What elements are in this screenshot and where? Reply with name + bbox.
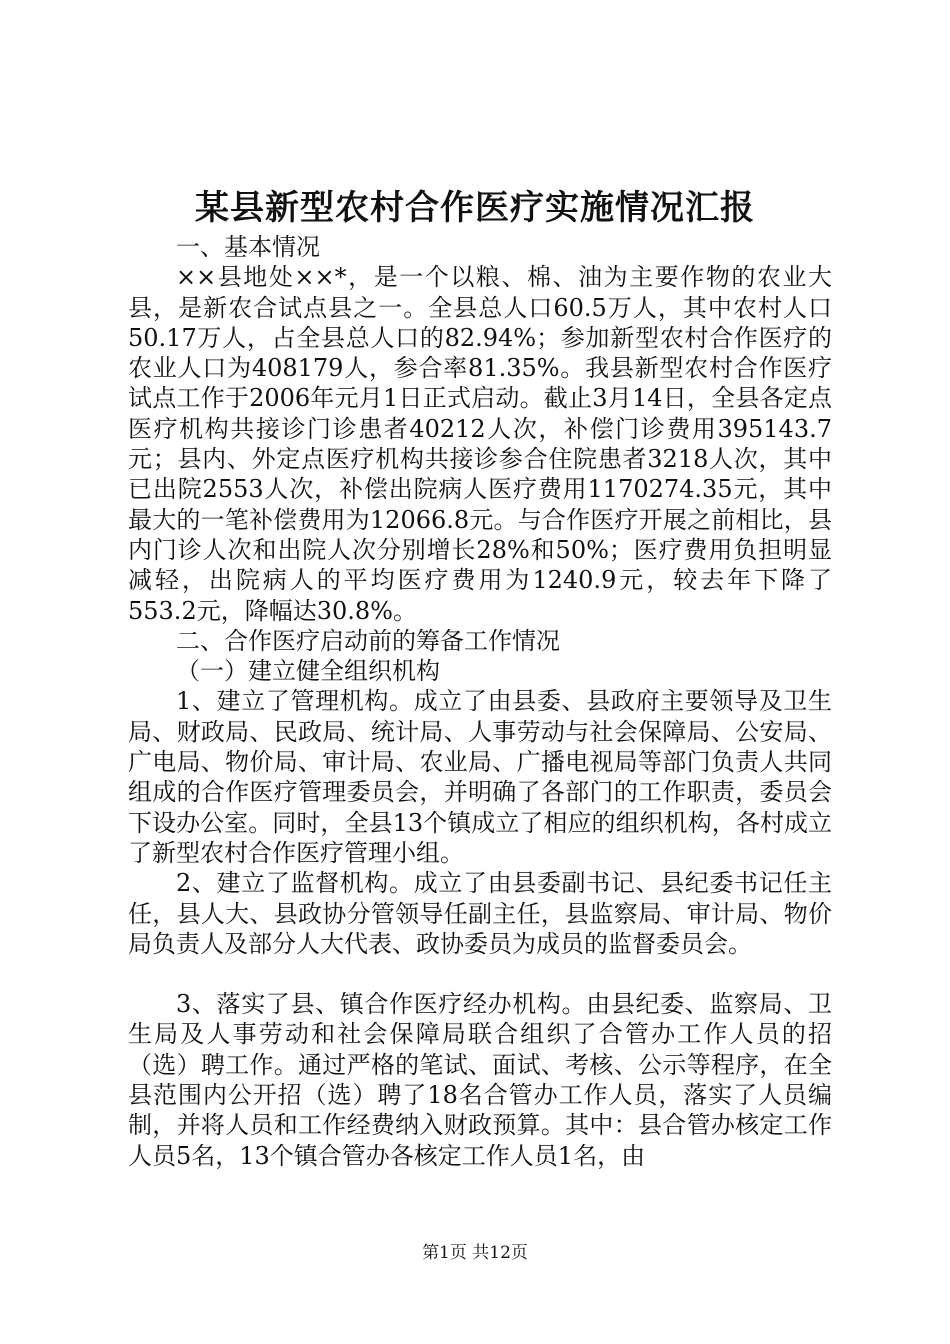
page-footer: 第1页 共12页	[422, 1243, 528, 1263]
section-heading-basic: 一、基本情况	[176, 233, 320, 261]
document-title: 某县新型农村合作医疗实施情况汇报	[195, 188, 755, 228]
body-paragraph: 1、建立了管理机构。成立了由县委、县政府主要领导及卫生局、财政局、民政局、统计局、人事劳动与社会保障局、公安局、广电局、物价局、审计局、农业局、广播电视局等部门负责人共同组成的合作医疗管理委员会，并明确了各部门的工作职责，委员会下设办公室。同时，全县13个镇成立了相应的组织机构，各村成立了新型农村合作医疗管理小组。	[128, 687, 832, 867]
subsection-heading: （一）建立健全组织机构	[176, 657, 440, 686]
document-body	[128, 232, 832, 1171]
body-paragraph: 3、落实了县、镇合作医疗经办机构。由县纪委、监察局、卫生局及人事劳动和社会保障局联合组织了合管办工作人员的招（选）聘工作。通过严格的笔试、面试、考核、公示等程序，在全县范围内公开招（选）聘了18名合管办工作人员，落实了人员编制，并将人员和工作经费纳入财政预算。其中：县合管办核定工作人员5名，13个镇合管办各核定工作人员1名，由	[128, 990, 832, 1170]
body-paragraph: ××县地处××*，是一个以粮、棉、油为主要作物的农业大县，是新农合试点县之一。全县总人口60.5万人，其中农村人口50.17万人，占全县总人口的82.94%；参加新型农村合作医疗的农业人口为408179人，参合率81.35%。我县新型农村合作医疗试点工作于2006年元月1日正式启动。截止3月14日，全县各定点医疗机构共接诊门诊患者40212人次，补偿门诊费用395143.7元；县内、外定点医疗机构共接诊参合住院患者3218人次，其中已出院2553人次，补偿出院病人医疗费用1170274.35元，其中最大的一笔补偿费用为12066.8元。与合作医疗开展之前相比，县内门诊人次和出院人次分别增长28%和50%；医疗费用负担明显减轻，出院病人的平均医疗费用为1240.9元，较去年下降了553.2元，降幅达30.8%。	[128, 263, 832, 625]
body-paragraph: 2、建立了监督机构。成立了由县委副书记、县纪委书记任主任，县人大、县政协分管领导任副主任，县监察局、审计局、物价局负责人及部分人大代表、政协委员为成员的监督委员会。	[128, 869, 832, 958]
section-heading-preparation: 二、合作医疗启动前的筹备工作情况	[176, 626, 560, 655]
